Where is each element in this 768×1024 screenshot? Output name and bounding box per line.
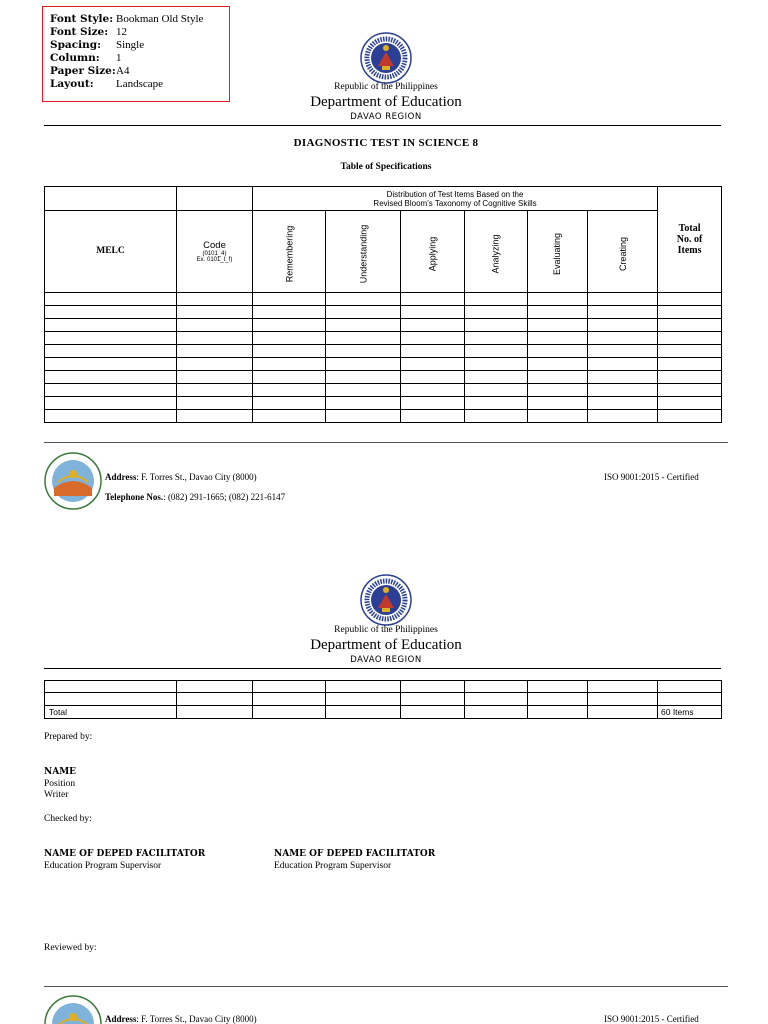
telephone-value: : (082) 291-1665; (082) 221-6147 [163,492,286,502]
footer-divider [44,986,728,987]
table-cell[interactable] [326,332,401,345]
table-cell[interactable] [588,693,658,706]
address-value: : F. Torres St., Davao City (8000) [136,472,257,482]
table-cell[interactable] [465,306,528,319]
table-cell[interactable] [401,693,465,706]
table-cell[interactable] [465,319,528,332]
table-cell[interactable] [465,410,528,423]
skill-header-understanding [326,211,401,293]
table-cell[interactable] [401,306,465,319]
table-cell[interactable] [528,693,588,706]
table-cell[interactable] [401,410,465,423]
republic-text: Republic of the Philippines [334,82,438,92]
table-cell[interactable] [177,397,253,410]
skill-header-creating [588,211,658,293]
table-cell[interactable] [528,345,588,358]
table-row [45,358,722,371]
table-cell[interactable] [177,410,253,423]
spec-row [50,26,229,39]
table-cell[interactable] [253,693,326,706]
table-cell[interactable] [465,681,528,693]
table-cell[interactable] [658,397,722,410]
spec-key: Font Style: [50,13,114,25]
regional-seal-icon [44,995,102,1024]
spec-value: Single [116,39,145,51]
table-cell[interactable] [465,332,528,345]
table-cell[interactable] [253,306,326,319]
header-cell-empty [45,187,177,211]
melc-header: MELC [45,211,177,293]
specifications-table [44,186,722,423]
table-row [45,397,722,410]
table-cell[interactable] [45,358,177,371]
table-cell[interactable] [528,293,588,306]
skill-label: Evaluating [552,232,563,276]
table-cell[interactable] [326,706,401,719]
table-cell[interactable] [465,693,528,706]
table-cell[interactable] [253,371,326,384]
header-divider [44,125,721,126]
footer-divider [44,442,728,443]
table-cell[interactable] [253,293,326,306]
table-cell[interactable] [588,293,658,306]
table-cell[interactable] [528,319,588,332]
spec-value: A4 [116,65,130,77]
table-cell[interactable] [253,358,326,371]
table-cell[interactable] [658,345,722,358]
skill-label: Creating [617,236,628,272]
table-cell[interactable] [528,306,588,319]
spec-key: Paper Size: [50,65,116,77]
table-cell[interactable] [253,706,326,719]
table-cell[interactable] [528,681,588,693]
republic-text: Republic of the Philippines [334,625,438,635]
table-cell[interactable] [45,319,177,332]
table-row [45,345,722,358]
skill-label: Understanding [357,224,368,284]
table-cell[interactable] [177,371,253,384]
table-cell[interactable] [401,681,465,693]
table-cell[interactable] [401,358,465,371]
table-cell[interactable] [658,681,722,693]
table-cell[interactable] [45,345,177,358]
table-cell[interactable] [45,397,177,410]
total-label-1: Total [678,223,701,234]
table-cell[interactable] [658,332,722,345]
format-spec-box [42,6,230,102]
table-row [45,332,722,345]
table-cell[interactable] [45,293,177,306]
table-cell[interactable] [177,293,253,306]
table-cell[interactable] [401,397,465,410]
table-row [45,384,722,397]
table-row [45,410,722,423]
table-cell[interactable] [465,384,528,397]
total-label-3: Items [677,245,702,256]
table-cell[interactable] [45,693,177,706]
department-title: Department of Education [310,94,462,110]
table-cell[interactable] [588,371,658,384]
table-cell[interactable] [465,371,528,384]
table-cell[interactable] [658,384,722,397]
table-cell[interactable] [658,319,722,332]
table-row [45,371,722,384]
table-cell[interactable] [401,384,465,397]
reviewed-by-label: Reviewed by: [44,943,97,953]
table-cell[interactable] [45,681,177,693]
table-cell[interactable] [253,681,326,693]
table-cell[interactable] [253,345,326,358]
address-label: Address [105,472,137,482]
table-row [45,306,722,319]
table-cell[interactable] [528,358,588,371]
table-cell[interactable] [253,397,326,410]
telephone-line [105,492,285,502]
distribution-header [253,187,658,211]
deped-seal-icon [360,32,412,84]
table-cell[interactable] [401,371,465,384]
facilitator-1-name: NAME OF DEPED FACILITATOR [44,849,206,859]
table-cell[interactable] [326,681,401,693]
skill-label: Remembering [284,225,294,283]
distribution-line2: Revised Bloom's Taxonomy of Cognitive Skills [373,198,537,208]
total-row [45,706,722,719]
address-value: : F. Torres St., Davao City (8000) [136,1014,257,1024]
table-cell[interactable] [588,384,658,397]
table-cell[interactable] [658,358,722,371]
preparer-role: Writer [44,790,69,800]
table-cell[interactable] [177,706,253,719]
code-note-2: Ex. 0101_t_f) [196,257,233,263]
table-cell[interactable] [45,306,177,319]
table-cell[interactable] [177,384,253,397]
skill-header-applying [401,211,465,293]
prepared-by-label: Prepared by: [44,732,93,742]
table-cell[interactable] [45,410,177,423]
spec-key: Font Size: [50,26,109,38]
table-cell[interactable] [326,319,401,332]
table-cell[interactable] [528,371,588,384]
code-note-1: (0101_4) [202,251,227,257]
table-cell[interactable] [465,706,528,719]
table-row [45,319,722,332]
table-cell[interactable] [45,384,177,397]
table-cell[interactable] [658,293,722,306]
table-cell[interactable] [588,681,658,693]
table-cell[interactable] [588,345,658,358]
address-label: Address [105,1014,137,1024]
table-cell[interactable] [401,332,465,345]
total-row-label: Total [45,706,177,719]
table-cell[interactable] [326,693,401,706]
table-cell[interactable] [177,306,253,319]
code-label: Code [203,240,226,251]
total-items-value: 60 Items [658,706,722,719]
table-cell[interactable] [465,345,528,358]
specifications-table-continued [44,680,722,719]
spec-value: Bookman Old Style [116,13,204,25]
facilitator-1-role: Education Program Supervisor [44,861,162,871]
region-text: DAVAO REGION [350,655,422,665]
table-cell[interactable] [588,332,658,345]
department-title: Department of Education [310,637,462,653]
address-line [105,472,257,482]
table-cell[interactable] [465,293,528,306]
table-cell[interactable] [177,358,253,371]
code-header [177,211,253,293]
total-items-header [658,187,722,293]
table-cell[interactable] [177,693,253,706]
table-cell[interactable] [177,319,253,332]
regional-seal-icon [44,452,102,510]
table-cell[interactable] [253,332,326,345]
table-cell[interactable] [326,345,401,358]
table-cell[interactable] [253,410,326,423]
spec-value: 1 [116,52,122,64]
table-cell[interactable] [588,358,658,371]
facilitator-2-name: NAME OF DEPED FACILITATOR [274,849,436,859]
skill-header-evaluating [528,211,588,293]
total-label-2: No. of [676,234,703,245]
table-cell[interactable] [326,397,401,410]
table-cell[interactable] [528,397,588,410]
spec-row [50,39,229,52]
table-cell[interactable] [588,410,658,423]
table-cell[interactable] [326,293,401,306]
table-cell[interactable] [588,306,658,319]
table-cell[interactable] [401,319,465,332]
spec-value: Landscape [116,78,164,90]
table-cell[interactable] [253,384,326,397]
skill-label: Analyzing [491,234,501,274]
table-cell[interactable] [588,397,658,410]
table-cell[interactable] [465,358,528,371]
deped-seal-icon [360,574,412,626]
spec-key: Layout: [50,78,94,90]
table-body [45,293,722,423]
table-cell[interactable] [528,706,588,719]
table-cell[interactable] [528,332,588,345]
spec-row [50,78,229,91]
header-divider [44,668,721,669]
spec-value: 12 [116,26,127,38]
table-cell[interactable] [326,384,401,397]
address-line [105,1014,257,1024]
table-row [45,693,722,706]
document-subtitle: Table of Specifications [340,162,432,172]
table-cell[interactable] [465,397,528,410]
table-cell[interactable] [528,410,588,423]
iso-certification: ISO 9001:2015 - Certified [604,1014,699,1024]
skill-label: Applying [427,236,438,272]
facilitator-2-role: Education Program Supervisor [274,861,392,871]
skill-header-analyzing [465,211,528,293]
table-cell[interactable] [326,371,401,384]
telephone-label: Telephone Nos. [105,492,164,502]
spec-row [50,13,229,26]
spec-row [50,52,229,65]
header-cell-empty [177,187,253,211]
table-cell[interactable] [177,681,253,693]
table-cell[interactable] [253,319,326,332]
table-cell[interactable] [658,371,722,384]
table-cell[interactable] [401,345,465,358]
spec-row [50,65,229,78]
table-cell[interactable] [658,306,722,319]
table-cell[interactable] [588,319,658,332]
region-text: DAVAO REGION [350,112,422,122]
table-cell[interactable] [45,371,177,384]
spec-key: Spacing: [50,39,101,51]
table-cell[interactable] [45,332,177,345]
table-cell[interactable] [401,293,465,306]
preparer-position: Position [44,779,76,789]
table-cell[interactable] [177,345,253,358]
table-cell[interactable] [326,358,401,371]
document-title: DIAGNOSTIC TEST IN SCIENCE 8 [293,137,479,149]
checked-by-label: Checked by: [44,814,92,824]
iso-certification: ISO 9001:2015 - Certified [604,472,699,482]
table-cell[interactable] [528,384,588,397]
table-cell[interactable] [326,306,401,319]
preparer-name: NAME [44,767,77,777]
skill-header-remembering [253,211,326,293]
table-cell[interactable] [401,706,465,719]
spec-key: Column: [50,52,100,64]
table-cell[interactable] [326,410,401,423]
table-cell[interactable] [177,332,253,345]
table-cell[interactable] [658,693,722,706]
table-cell[interactable] [588,706,658,719]
table-cell[interactable] [658,410,722,423]
table-row [45,681,722,693]
distribution-line1: Distribution of Test Items Based on the [386,189,524,199]
table-row [45,293,722,306]
